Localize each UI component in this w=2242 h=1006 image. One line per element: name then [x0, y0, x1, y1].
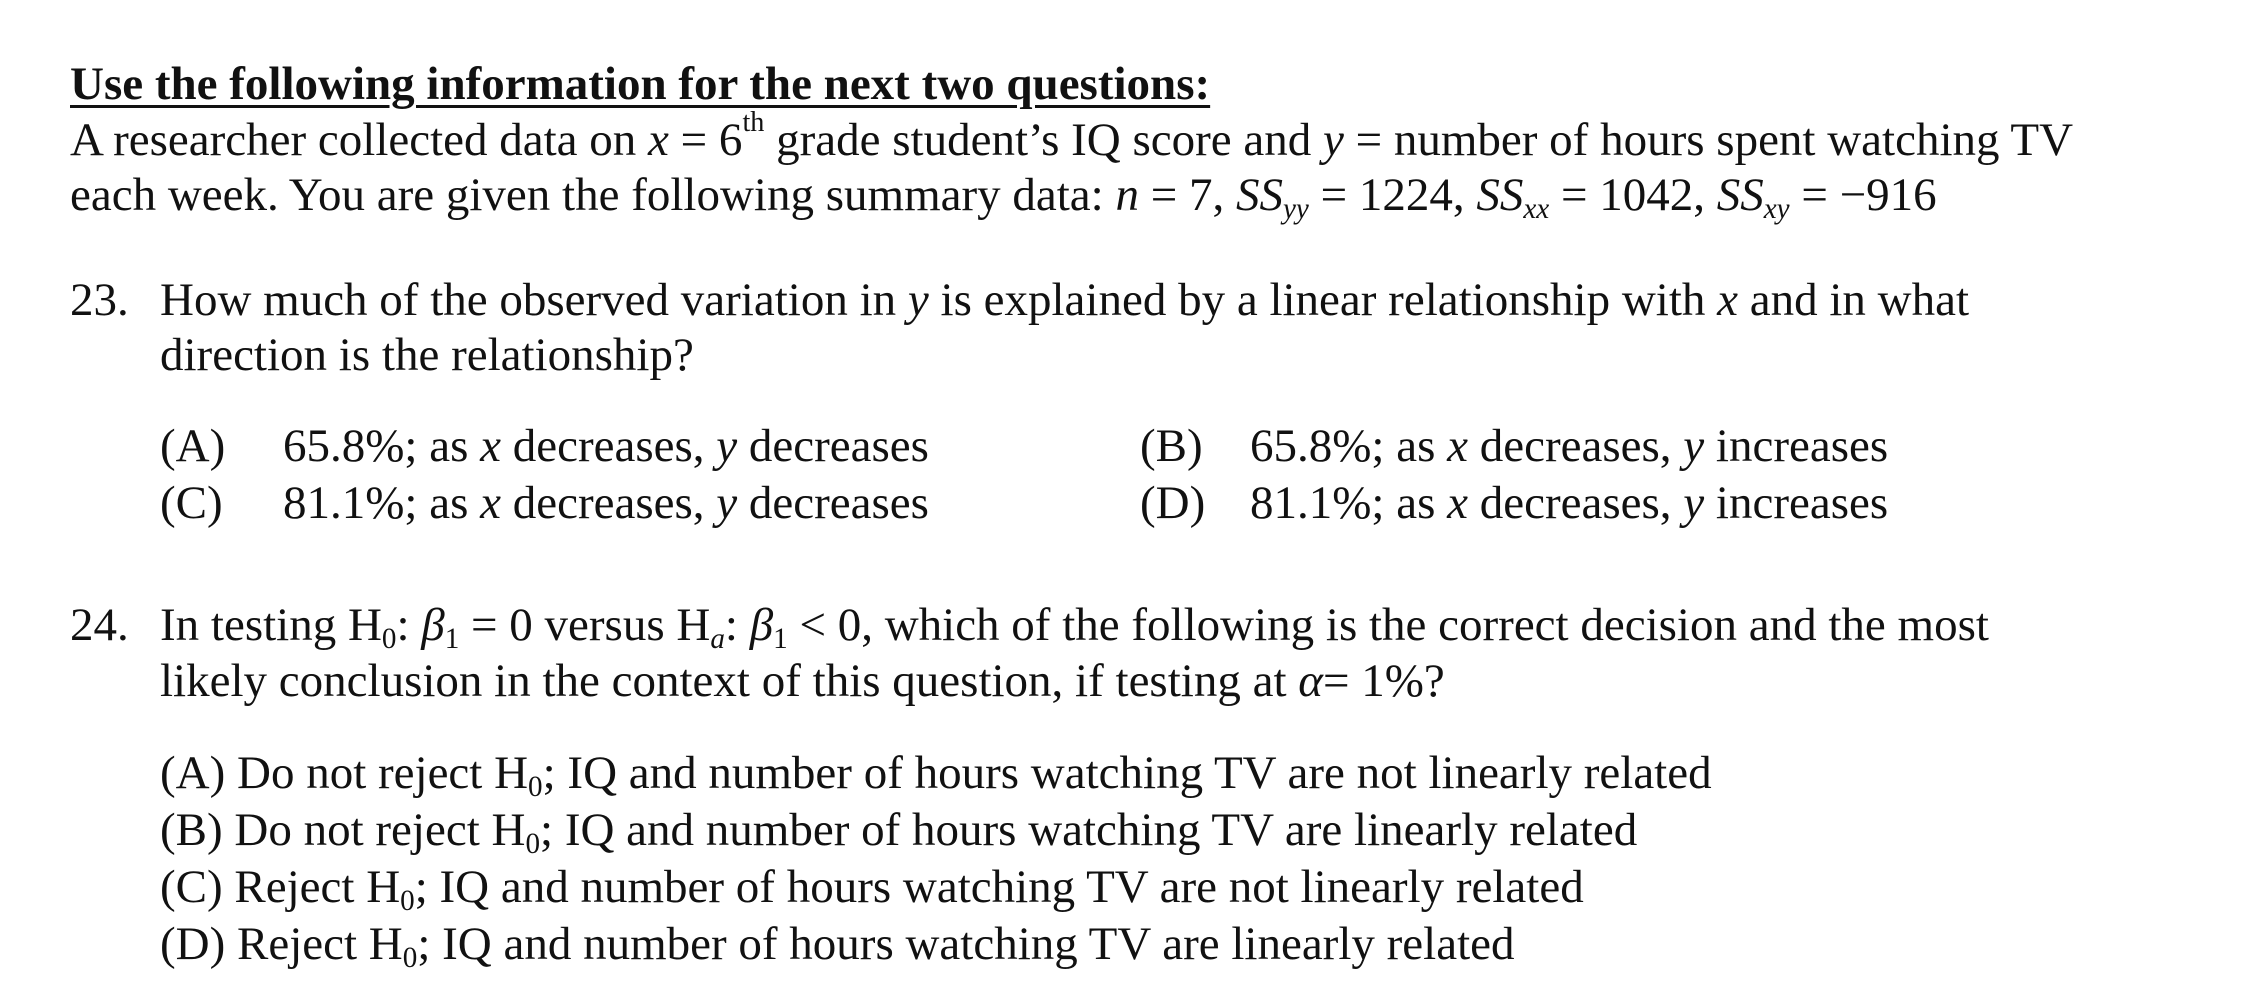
q24-option-c-letter: (C) [160, 861, 223, 913]
q24-option-b[interactable]: (B) Do not reject $H_0$; IQ and number of hours watching TV are linearly related [160, 804, 1638, 861]
q24-option-b-letter: (B) [160, 804, 223, 856]
section-heading: Use the following information for the next two questions: [70, 58, 1211, 110]
q24-line-2: likely conclusion in the context of this question, if testing at α= 1%? [160, 655, 1445, 707]
q24-option-a[interactable]: (A) Do not reject $H_0$; IQ and number of hours watching TV are not linearly related [160, 747, 1712, 804]
q24-option-c[interactable]: (C) Reject $H_0$; IQ and number of hours watching TV are not linearly related [160, 861, 1584, 918]
q23-line-1: How much of the observed variation in y is explained by a linear relationship with x and in what [160, 274, 1970, 326]
q23-option-a-text: 65.8%; as x decreases, y decreases [283, 420, 929, 472]
q23-option-c-letter: (C) [160, 477, 223, 529]
q23-option-a-letter: (A) [160, 420, 226, 472]
intro-line-2: each week. You are given the following summary data: n = 7, $SS_{yy} = 1224$, $SS_{xx} = 1042$, $SS_{xy} = -916$ [70, 169, 1937, 226]
q24-option-a-letter: (A) [160, 747, 226, 799]
q24-option-d-letter: (D) [160, 918, 226, 970]
q23-option-b-letter: (B) [1140, 420, 1203, 472]
q24-number: 24. [70, 599, 129, 651]
intro-line-1: A researcher collected data on x = 6th grade student’s IQ score and y = number of hours spent watching TV [70, 107, 2074, 166]
q23-option-d-text: 81.1%; as x decreases, y increases [1250, 477, 1889, 529]
q24-option-d[interactable]: (D) Reject $H_0$; IQ and number of hours watching TV are linearly related [160, 918, 1515, 975]
q23-option-d-letter: (D) [1140, 477, 1206, 529]
q23-line-2: direction is the relationship? [160, 329, 694, 381]
q23-option-c-text: 81.1%; as x decreases, y decreases [283, 477, 929, 529]
q23-option-b-text: 65.8%; as x decreases, y increases [1250, 420, 1889, 472]
q24-line-1: In testing $H_0$: $\beta_1 = 0$ versus $H_a$: $\beta_1 < 0$, which of the following is the correct decision and the most [160, 599, 1989, 656]
q23-number: 23. [70, 274, 129, 326]
